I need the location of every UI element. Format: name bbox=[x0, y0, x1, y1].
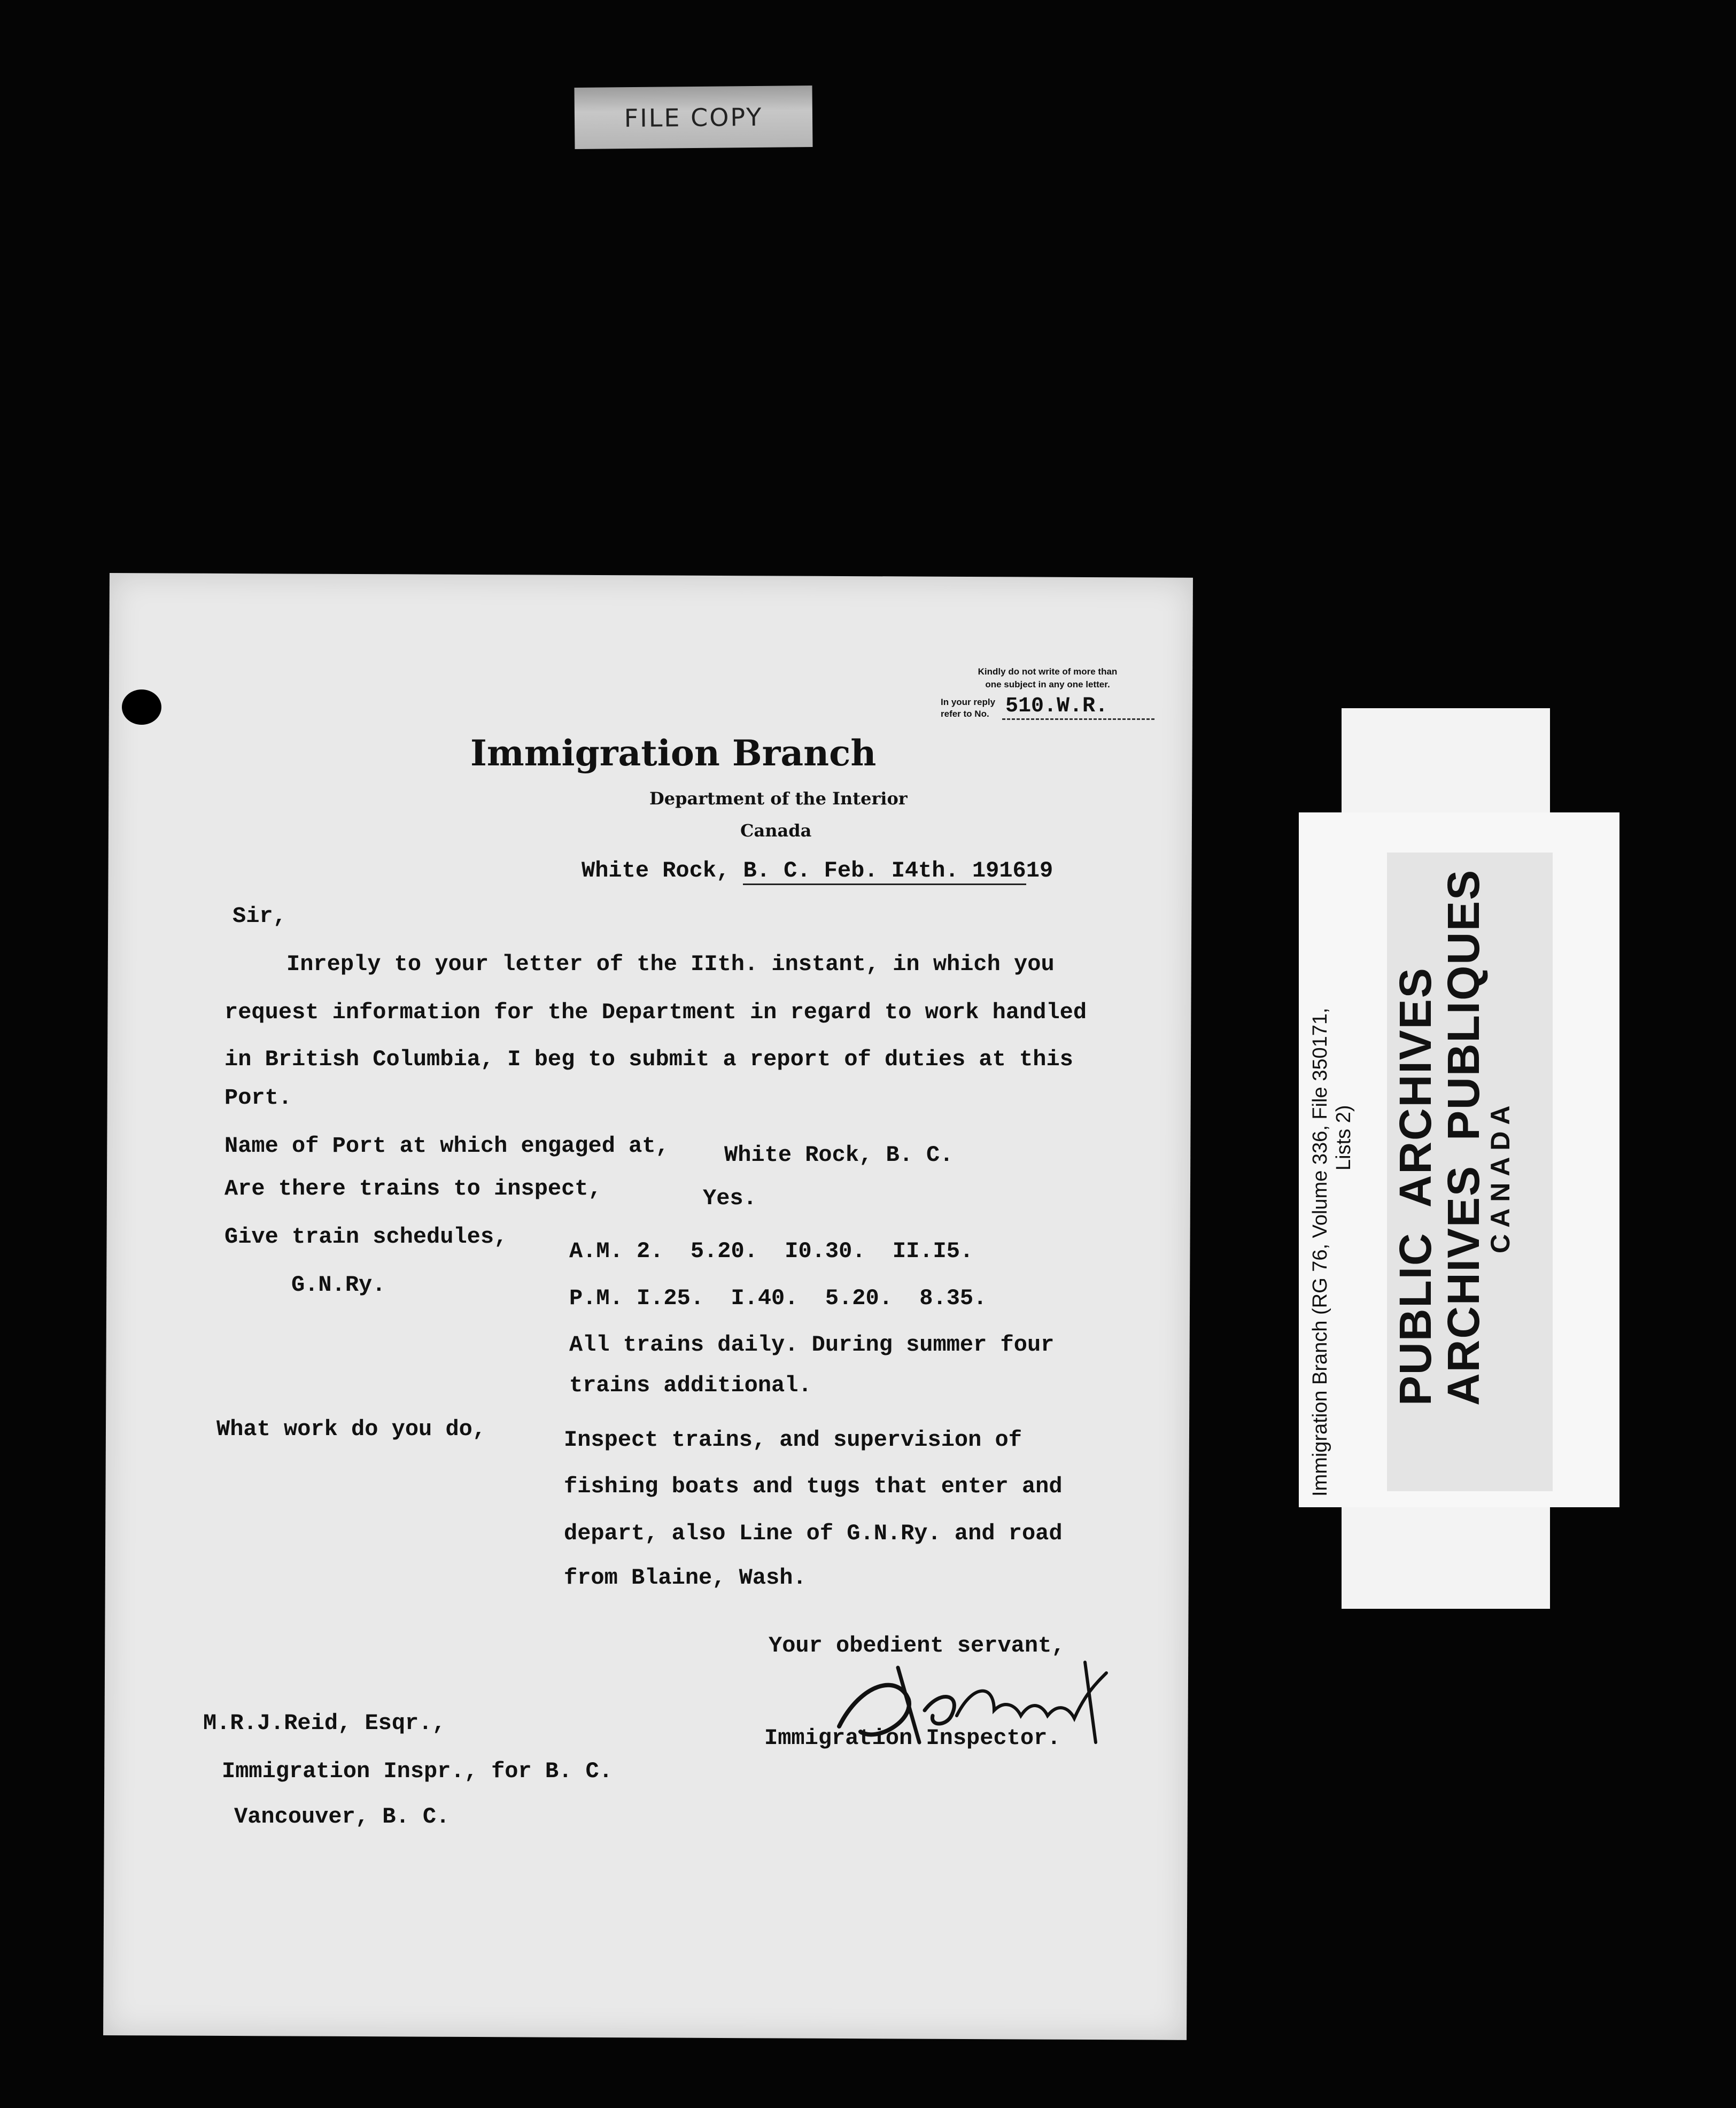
work-line-4: from Blaine, Wash. bbox=[564, 1565, 807, 1591]
notice-line-1: Kindly do not write of more than bbox=[978, 666, 1118, 677]
question-trains: Are there trains to inspect, bbox=[224, 1176, 602, 1202]
archives-title-french bbox=[1438, 869, 1490, 1406]
addressee-line-3: Vancouver, B. C. bbox=[234, 1804, 450, 1830]
notice-text bbox=[941, 665, 1154, 691]
body-line-4: Port. bbox=[224, 1085, 292, 1111]
file-copy-label: FILE COPY bbox=[575, 86, 813, 149]
schedule-am: A.M. 2. 5.20. I0.30. II.I5. bbox=[569, 1238, 974, 1264]
railway-name: G.N.Ry. bbox=[291, 1272, 386, 1298]
archives-word-archives-fr: ARCHIVES bbox=[1438, 1165, 1489, 1406]
work-line-3: depart, also Line of G.N.Ry. and road bbox=[564, 1521, 1063, 1546]
question-work: What work do you do, bbox=[216, 1416, 486, 1442]
date-value: B. C. Feb. I4th. 1916 bbox=[743, 858, 1026, 885]
archives-reference-line-1: Immigration Branch (RG 76, Volume 336, File 350171, bbox=[1309, 1007, 1331, 1497]
addressee-line-2: Immigration Inspr., for B. C. bbox=[222, 1758, 613, 1784]
letterhead-country: Canada bbox=[740, 820, 812, 841]
answer-port: White Rock, B. C. bbox=[724, 1142, 954, 1168]
reply-label-line-1: In your reply bbox=[941, 697, 996, 707]
answer-trains: Yes. bbox=[703, 1185, 757, 1211]
question-schedules: Give train schedules, bbox=[224, 1224, 508, 1250]
reply-label-line-2: refer to No. bbox=[941, 709, 989, 719]
salutation: Sir, bbox=[232, 903, 286, 929]
reply-reference-row bbox=[941, 694, 1154, 720]
date-suffix: 19 bbox=[1026, 858, 1053, 883]
archives-word-publiques: PUBLIQUES bbox=[1438, 869, 1489, 1141]
reply-notice bbox=[941, 665, 1154, 720]
body-line-2: request information for the Department in regard to work handled bbox=[224, 999, 1087, 1025]
archives-word-public: PUBLIC bbox=[1390, 1232, 1440, 1406]
work-line-1: Inspect trains, and supervision of bbox=[564, 1427, 1022, 1453]
archives-reference bbox=[1308, 1007, 1355, 1497]
body-line-3: in British Columbia, I beg to submit a report of duties at this bbox=[224, 1047, 1073, 1072]
question-port: Name of Port at which engaged at, bbox=[224, 1133, 669, 1159]
archives-word-archives: ARCHIVES bbox=[1390, 967, 1440, 1208]
archives-title-english bbox=[1390, 967, 1442, 1406]
addressee-line-1: M.R.J.Reid, Esqr., bbox=[203, 1710, 446, 1736]
date-place: White Rock, bbox=[582, 858, 743, 883]
work-line-2: fishing boats and tugs that enter and bbox=[564, 1474, 1063, 1499]
notice-line-2: one subject in any one letter. bbox=[985, 679, 1110, 689]
date-line bbox=[582, 858, 1053, 883]
reply-label bbox=[941, 696, 1002, 720]
schedule-pm: P.M. I.25. I.40. 5.20. 8.35. bbox=[569, 1285, 987, 1311]
closing: Your obedient servant, bbox=[769, 1633, 1065, 1658]
letterhead-department: Department of the Interior bbox=[649, 788, 908, 809]
archives-reference-line-2: Lists 2) bbox=[1332, 1105, 1355, 1171]
letterhead-title: Immigration Branch bbox=[470, 732, 877, 774]
punch-hole bbox=[122, 689, 161, 725]
archives-country: CANADA bbox=[1485, 1099, 1515, 1253]
signature-title: Immigration Inspector. bbox=[764, 1725, 1061, 1751]
body-line-1: Inreply to your letter of the IIth. instant, in which you bbox=[219, 951, 1055, 977]
schedule-note-2: trains additional. bbox=[569, 1373, 812, 1398]
schedule-note-1: All trains daily. During summer four bbox=[569, 1332, 1055, 1358]
reply-number: 510.W.R. bbox=[1002, 694, 1154, 720]
